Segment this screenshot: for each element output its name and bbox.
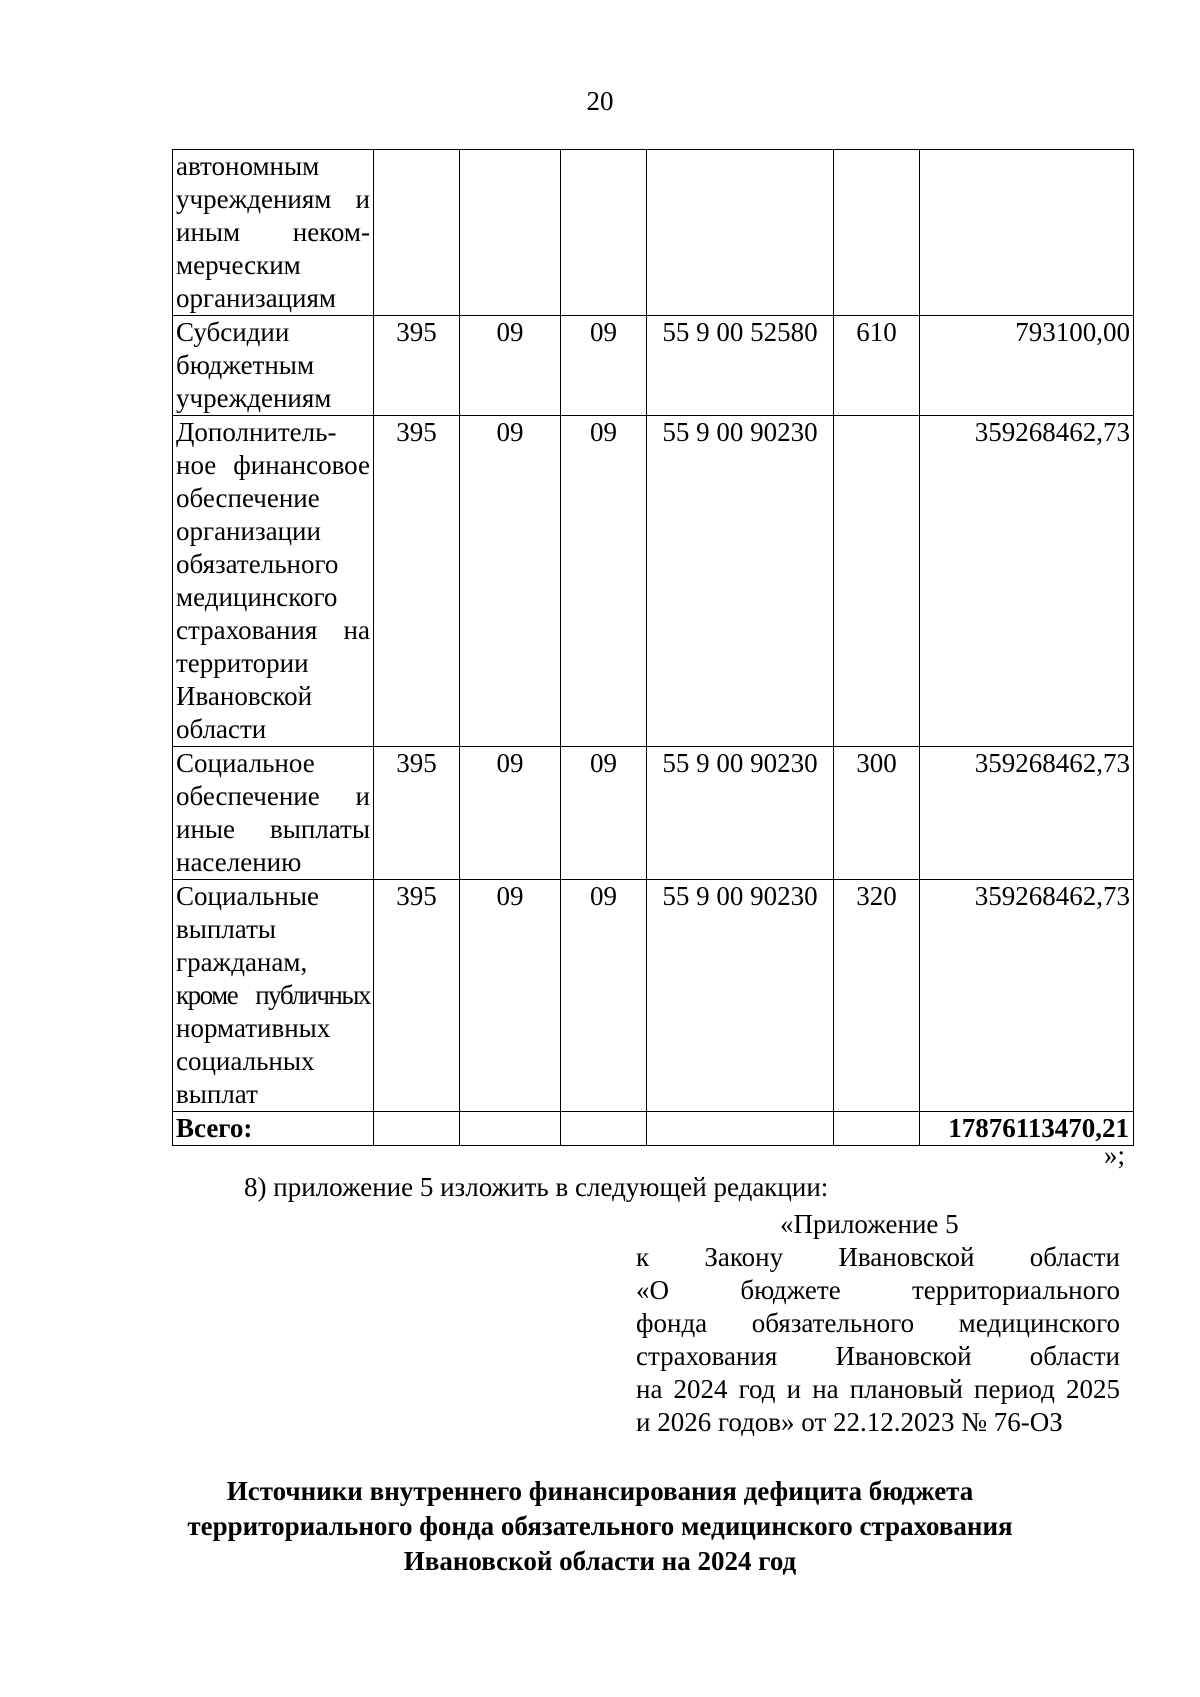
appendix-line: к Закону Ивановской области xyxy=(636,1242,1120,1272)
row-name-line: мерческим xyxy=(176,250,301,280)
cell-vr: 300 xyxy=(834,747,920,880)
section-heading xyxy=(130,1474,1070,1579)
cell-vr xyxy=(834,150,920,316)
row-name-line: Дополнитель- xyxy=(176,417,337,447)
cell-rz: 09 xyxy=(460,747,561,880)
cell-csr: 55 9 00 90230 xyxy=(647,416,834,747)
row-name-line: нормативных xyxy=(176,1013,331,1043)
total-empty-cell xyxy=(834,1112,920,1146)
cell-gr: 395 xyxy=(374,747,460,880)
cell-vr: 610 xyxy=(834,316,920,416)
table-total-row xyxy=(173,1112,1134,1146)
row-name xyxy=(173,880,374,1112)
cell-rz: 09 xyxy=(460,880,561,1112)
total-amount: 17876113470,21 xyxy=(920,1112,1134,1146)
row-name-line: автономным xyxy=(176,151,320,181)
appendix-line: «О бюджете территориального xyxy=(636,1275,1120,1305)
row-name-line: населению xyxy=(176,847,302,877)
row-name-line: обеспечение xyxy=(176,483,320,513)
row-name-line: организации xyxy=(176,516,321,546)
appendix-line: страхования Ивановской области xyxy=(636,1341,1120,1371)
cell-gr: 395 xyxy=(374,316,460,416)
cell-amount: 359268462,73 xyxy=(920,880,1134,1112)
total-empty-cell xyxy=(561,1112,647,1146)
cell-pr: 09 xyxy=(561,880,647,1112)
appendix-line: и 2026 годов» от 22.12.2023 № 76-ОЗ xyxy=(636,1407,1063,1437)
row-name-line: Субсидии xyxy=(176,317,290,347)
cell-vr: 320 xyxy=(834,880,920,1112)
row-name-line: обеспечение и xyxy=(176,781,370,811)
cell-rz: 09 xyxy=(460,316,561,416)
cell-amount: 359268462,73 xyxy=(920,416,1134,747)
cell-pr xyxy=(561,150,647,316)
row-name-line: выплаты xyxy=(176,914,277,944)
row-name-line: учреждениям xyxy=(176,383,332,413)
total-label: Всего: xyxy=(173,1112,374,1146)
cell-amount xyxy=(920,150,1134,316)
table-row xyxy=(173,316,1134,416)
expenditure-table xyxy=(172,149,1134,1146)
total-empty-cell xyxy=(374,1112,460,1146)
row-name-line: Социальные xyxy=(176,881,319,911)
row-name-line: Социальное xyxy=(176,748,315,778)
amendment-paragraph: 8) приложение 5 изложить в следующей редакции: xyxy=(244,1172,829,1202)
cell-gr: 395 xyxy=(374,880,460,1112)
cell-gr xyxy=(374,150,460,316)
cell-gr: 395 xyxy=(374,416,460,747)
row-name-line: учреждениям и xyxy=(176,184,370,214)
row-name-line: социальных xyxy=(176,1046,315,1076)
cell-csr: 55 9 00 52580 xyxy=(647,316,834,416)
cell-pr: 09 xyxy=(561,316,647,416)
row-name-line: кроме публичных xyxy=(176,980,370,1010)
cell-csr: 55 9 00 90230 xyxy=(647,880,834,1112)
row-name-line: гражданам, xyxy=(176,947,308,977)
row-name-line: медицинского xyxy=(176,582,338,612)
row-name-line: иные выплаты xyxy=(176,814,370,844)
row-name-line: организациям xyxy=(176,283,337,313)
row-name xyxy=(173,316,374,416)
heading-line: Источники внутреннего финансирования дефицита бюджета xyxy=(226,1476,974,1506)
row-name xyxy=(173,416,374,747)
table-row xyxy=(173,880,1134,1112)
row-name-line: обязательного xyxy=(176,549,339,579)
total-empty-cell xyxy=(460,1112,561,1146)
row-name-line: бюджетным xyxy=(176,350,315,380)
row-name-line: территории xyxy=(176,648,309,678)
cell-csr: 55 9 00 90230 xyxy=(647,747,834,880)
cell-rz: 09 xyxy=(460,416,561,747)
cell-pr: 09 xyxy=(561,416,647,747)
closing-quote: »; xyxy=(1104,1140,1126,1170)
table-row xyxy=(173,150,1134,316)
table-row xyxy=(173,747,1134,880)
heading-line: Ивановской области на 2024 год xyxy=(403,1546,797,1576)
appendix-reference xyxy=(636,1208,1120,1439)
heading-line: территориального фонда обязательного медицинского страхования xyxy=(187,1511,1013,1541)
cell-amount: 359268462,73 xyxy=(920,747,1134,880)
appendix-title: «Приложение 5 xyxy=(780,1209,959,1239)
row-name xyxy=(173,150,374,316)
page-number: 20 xyxy=(586,86,614,116)
cell-rz xyxy=(460,150,561,316)
row-name xyxy=(173,747,374,880)
row-name-line: выплат xyxy=(176,1079,258,1109)
cell-amount: 793100,00 xyxy=(920,316,1134,416)
appendix-line: на 2024 год и на плановый период 2025 xyxy=(636,1374,1120,1404)
cell-csr xyxy=(647,150,834,316)
row-name-line: иным неком- xyxy=(176,217,370,247)
row-name-line: области xyxy=(176,714,267,744)
total-empty-cell xyxy=(647,1112,834,1146)
cell-vr xyxy=(834,416,920,747)
table-row xyxy=(173,416,1134,747)
row-name-line: страхования на xyxy=(176,615,370,645)
row-name-line: ное финансовое xyxy=(176,450,370,480)
appendix-line: фонда обязательного медицинского xyxy=(636,1308,1120,1338)
row-name-line: Ивановской xyxy=(176,681,313,711)
cell-pr: 09 xyxy=(561,747,647,880)
